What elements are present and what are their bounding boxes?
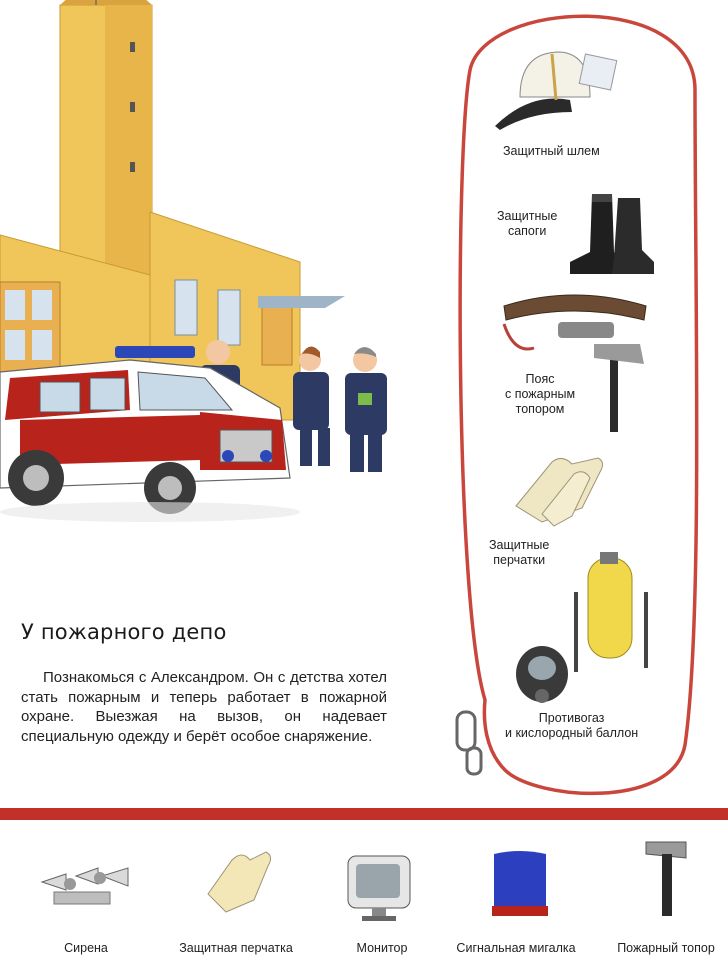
strip-label-axe: Пожарный топор bbox=[617, 941, 715, 955]
strip-label-monitor: Монитор bbox=[356, 941, 408, 955]
equip-label-gas-mask bbox=[505, 711, 638, 741]
equip-label-line: сапоги bbox=[507, 224, 547, 238]
helmet-icon bbox=[490, 42, 620, 134]
boots-icon bbox=[564, 190, 660, 282]
equip-label-line: Пояс bbox=[525, 372, 555, 386]
equip-label-line: перчатки bbox=[493, 553, 546, 567]
axe-icon bbox=[632, 830, 712, 930]
red-divider bbox=[0, 808, 728, 820]
equip-label-line: Противогаз bbox=[538, 711, 605, 725]
beacon-icon bbox=[480, 830, 560, 930]
equip-label-helmet bbox=[503, 144, 600, 159]
equip-label-belt bbox=[505, 372, 575, 417]
strip-label-glove: Защитная перчатка bbox=[179, 941, 293, 955]
equip-label-line: с пожарным bbox=[505, 387, 576, 401]
equip-label-line: и кислородный баллон bbox=[505, 726, 639, 740]
equip-label-line: Защитные bbox=[497, 209, 558, 223]
fire-station-illustration bbox=[0, 0, 410, 560]
equip-label-line: Защитные bbox=[489, 538, 550, 552]
monitor-icon bbox=[340, 830, 420, 930]
strip-label-beacon: Сигнальная мигалка bbox=[456, 941, 576, 955]
equip-label-boots bbox=[497, 209, 557, 239]
gas-mask-tank-icon bbox=[506, 552, 662, 712]
siren-icon bbox=[36, 830, 136, 930]
equip-label-line: топором bbox=[515, 402, 565, 416]
equip-label-line: Защитный шлем bbox=[503, 144, 600, 158]
carabiner bbox=[457, 712, 481, 774]
intro-paragraph: Познакомься с Александром. Он с детства хотел стать пожарным и теперь работает в пожарной охране. Выезжая на вызов, он надевает специальную одежду и берёт особое снаряжение. bbox=[21, 669, 387, 745]
gloves-icon bbox=[502, 448, 612, 530]
section-title: У пожарного депо bbox=[21, 620, 227, 644]
strip-label-siren: Сирена bbox=[64, 941, 108, 955]
glove-icon bbox=[192, 830, 282, 930]
